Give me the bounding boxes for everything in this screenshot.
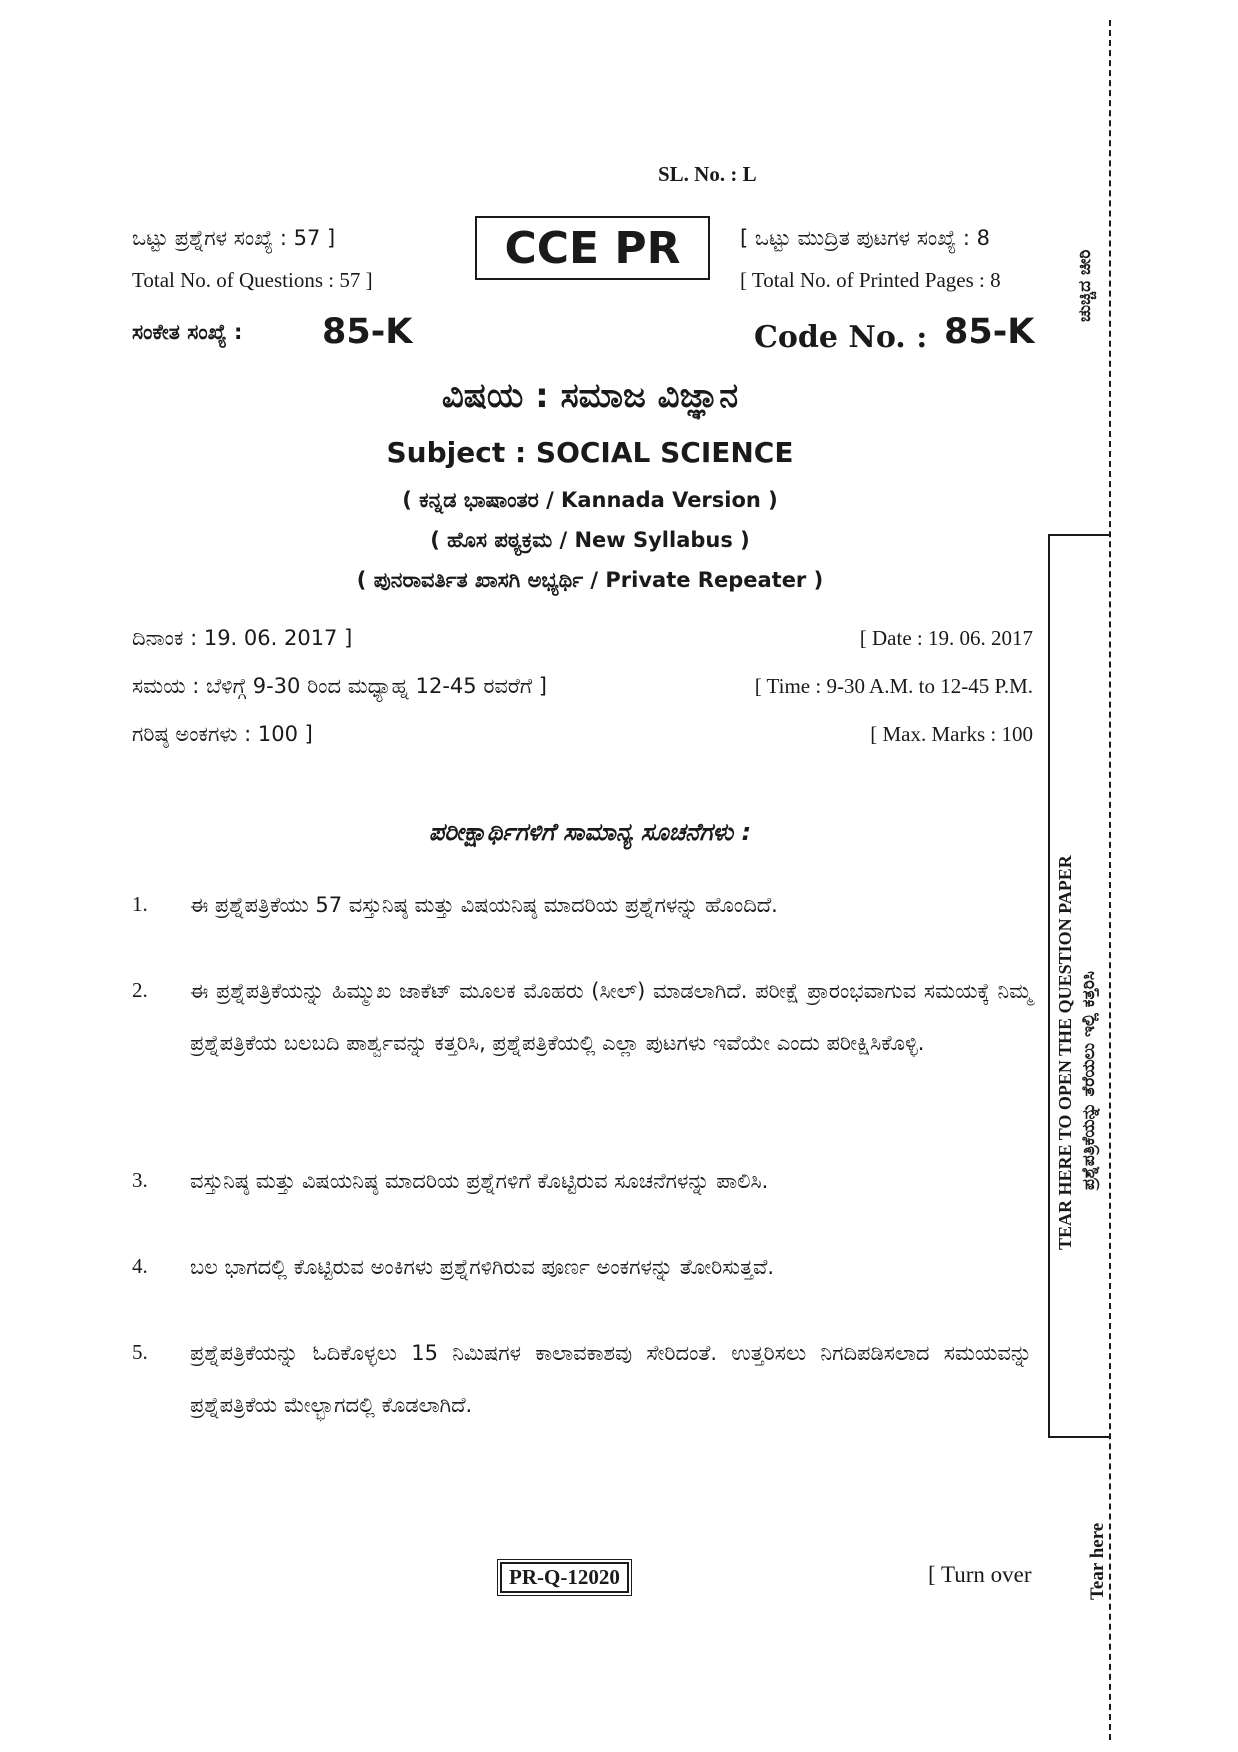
date-kannada: ದಿನಾಂಕ : 19. 06. 2017 ]: [132, 626, 353, 650]
instruction-text: ಈ ಪ್ರಶ್ನೆಪತ್ರಿಕೆಯು 57 ವಸ್ತುನಿಷ್ಠ ಮತ್ತು ವಿಷಯನಿಷ್ಠ ಮಾದರಿಯ ಪ್ರಶ್ನೆಗಳನ್ನು ಹೊಂದಿದೆ.: [190, 893, 778, 917]
instruction-number: 4.: [132, 1254, 148, 1278]
instruction-text: ಈ ಪ್ರಶ್ನೆಪತ್ರಿಕೆಯನ್ನು ಹಿಮ್ಮುಖ ಜಾಕೆಟ್ ಮೂಲಕ ಮೊಹರು (ಸೀಲ್) ಮಾಡಲಾಗಿದೆ. ಪರೀಕ್ಷೆ ಪ್ರಾರಂಭವಾಗುವ ಸಮಯಕ್ಕೆ ನಿಮ್ಮ ಪ್ರಶ್ನೆಪತ್ರಿಕೆಯ ಬಲಬದಿ ಪಾರ್ಶ್ವವನ್ನು ಕತ್ತರಿಸಿ, ಪ್ರಶ್ನೆಪತ್ರಿಕೆಯಲ್ಲಿ ಎಲ್ಲಾ ಪುಟಗಳು ಇವೆಯೇ ಎಂದು ಪರೀಕ್ಷಿಸಿಕೊಳ್ಳಿ.: [190, 979, 1032, 1055]
instruction-number: 2.: [132, 978, 148, 1002]
max-marks-english: [ Max. Marks : 100: [870, 722, 1033, 746]
instruction-text: ವಸ್ತುನಿಷ್ಠ ಮತ್ತು ವಿಷಯನಿಷ್ಠ ಮಾದರಿಯ ಪ್ರಶ್ನೆಗಳಿಗೆ ಕೊಟ್ಟಿರುವ ಸೂಚನೆಗಳನ್ನು ಪಾಲಿಸಿ.: [190, 1169, 769, 1193]
candidate-type-line: ( ಪುನರಾವರ್ತಿತ ಖಾಸಗಿ ಅಭ್ಯರ್ಥಿ / Private Repeater ): [356, 568, 824, 592]
exam-code: CCE PR: [504, 222, 681, 274]
turn-over-note: [ Turn over: [928, 1562, 1032, 1587]
printed-pages-kannada: [ ಒಟ್ಟು ಮುದ್ರಿತ ಪುಟಗಳ ಸಂಖ್ಯೆ : 8: [740, 226, 991, 250]
subject-title-english: Subject : SOCIAL SCIENCE: [386, 436, 794, 469]
instructions-title: ಪರೀಕ್ಷಾರ್ಥಿಗಳಿಗೆ ಸಾಮಾನ್ಯ ಸೂಚನೆಗಳು :: [428, 818, 752, 846]
margin-kannada-top: ಚುಚ್ಚಿದ ಚೀರಿ: [1075, 249, 1095, 322]
subject-title-kannada: ವಿಷಯ : ಸಮಾಜ ವಿಜ್ಞಾನ: [441, 376, 739, 416]
instruction-text: ಪ್ರಶ್ನೆಪತ್ರಿಕೆಯನ್ನು ಓದಿಕೊಳ್ಳಲು 15 ನಿಮಿಷಗಳ ಕಾಲಾವಕಾಶವು ಸೇರಿದಂತೆ. ಉತ್ತರಿಸಲು ನಿಗದಿಪಡಿಸಲಾದ ಸಮಯವನ್ನು ಪ್ರಶ್ನೆಪತ್ರಿಕೆಯ ಮೇಲ್ಭಾಗದಲ್ಲಿ ಕೊಡಲಾಗಿದೆ.: [190, 1341, 1032, 1417]
instruction-text: ಬಲ ಭಾಗದಲ್ಲಿ ಕೊಟ್ಟಿರುವ ಅಂಕಿಗಳು ಪ್ರಶ್ನೆಗಳಿಗಿರುವ ಪೂರ್ಣ ಅಂಕಗಳನ್ನು ತೋರಿಸುತ್ತವೆ.: [190, 1255, 775, 1279]
code-value-kannada: 85-K: [322, 312, 413, 352]
code-label-kannada: ಸಂಕೇತ ಸಂಖ್ಯೆ :: [132, 320, 243, 344]
time-english: [ Time : 9-30 A.M. to 12-45 P.M.: [754, 674, 1033, 698]
syllabus-line: ( ಹೊಸ ಪಠ್ಯಕ್ರಮ / New Syllabus ): [430, 528, 750, 552]
time-kannada: ಸಮಯ : ಬೆಳಿಗ್ಗೆ 9-30 ರಿಂದ ಮಧ್ಯಾಹ್ನ 12-45 ರವರೆಗೆ ]: [132, 674, 547, 698]
total-questions-kannada: ಒಟ್ಟು ಪ್ರಶ್ನೆಗಳ ಸಂಖ್ಯೆ : 57 ]: [132, 226, 336, 250]
version-line: ( ಕನ್ನಡ ಭಾಷಾಂತರ / Kannada Version ): [402, 488, 778, 512]
exam-code-box: [475, 216, 710, 280]
max-marks-kannada: ಗರಿಷ್ಠ ಅಂಕಗಳು : 100 ]: [132, 722, 313, 746]
code-label-english: Code No. :: [754, 320, 928, 355]
serial-number: SL. No. : L: [658, 162, 757, 186]
date-english: [ Date : 19. 06. 2017: [859, 626, 1033, 650]
instruction-number: 3.: [132, 1168, 148, 1192]
tear-here-label: Tear here: [1087, 1522, 1108, 1600]
instruction-number: 1.: [132, 892, 148, 916]
paper-code: PR-Q-12020: [500, 1562, 629, 1593]
instruction-number: 5.: [132, 1340, 148, 1364]
printed-pages-english: [ Total No. of Printed Pages : 8: [740, 268, 1001, 292]
tear-instruction-english: TEAR HERE TO OPEN THE QUESTION PAPER: [1055, 855, 1075, 1250]
total-questions-english: Total No. of Questions : 57 ]: [132, 268, 373, 292]
code-value-english: 85-K: [944, 312, 1035, 352]
tear-instruction-kannada: ಪ್ರಶ್ನೆಪತ್ರಿಕೆಯನ್ನು ತೆರೆಯಲು ಇಲ್ಲಿ ಕತ್ತರಿಸಿ: [1079, 971, 1099, 1190]
tear-dashed-line: [1109, 20, 1111, 1740]
